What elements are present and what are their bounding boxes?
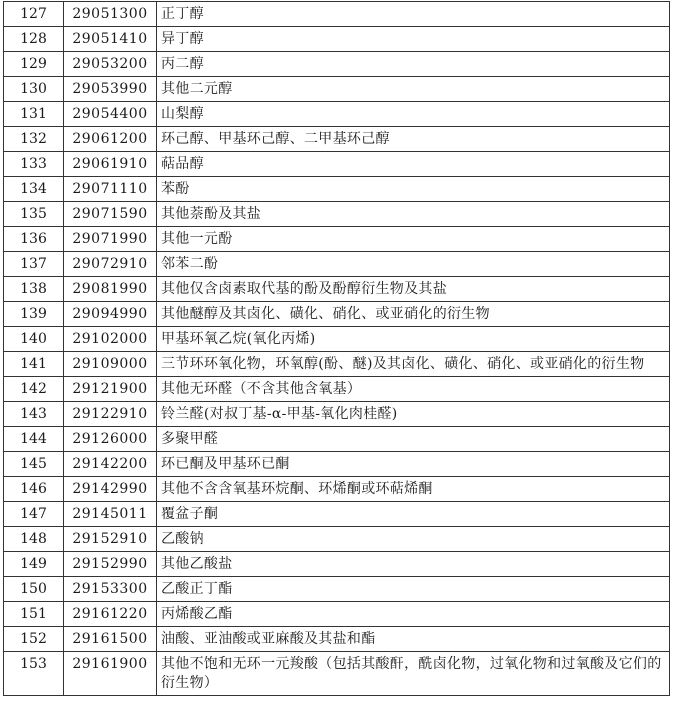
table-row: [4, 327, 670, 352]
table-row: [4, 377, 670, 402]
product-name-cell: 丙烯酸乙酯: [157, 602, 670, 627]
table-row: [4, 352, 670, 377]
table-row: [4, 202, 670, 227]
hs-code-cell: 29152910: [64, 527, 157, 552]
hs-code-cell: 29053200: [64, 52, 157, 77]
hs-code-cell: 29071990: [64, 227, 157, 252]
hs-code-cell: 29153300: [64, 577, 157, 602]
row-number-cell: 144: [4, 427, 64, 452]
row-number-cell: 127: [4, 2, 64, 27]
product-name-cell: 正丁醇: [157, 2, 670, 27]
row-number-cell: 129: [4, 52, 64, 77]
hs-code-cell: 29142200: [64, 452, 157, 477]
product-name-cell: 其他无环醛（不含其他含氧基）: [157, 377, 670, 402]
hs-code-cell: 29061200: [64, 127, 157, 152]
table-row: [4, 402, 670, 427]
product-name-cell: 其他仅含卤素取代基的酚及酚醇衍生物及其盐: [157, 277, 670, 302]
row-number-cell: 142: [4, 377, 64, 402]
table-row: [4, 177, 670, 202]
row-number-cell: 147: [4, 502, 64, 527]
table-row: [4, 2, 670, 27]
table-row: [4, 277, 670, 302]
product-name-cell: 其他不饱和无环一元羧酸（包括其酸酐，酰卤化物，过氧化物和过氧酸及它们的衍生物）: [157, 652, 670, 696]
product-name-cell: 油酸、亚油酸或亚麻酸及其盐和酯: [157, 627, 670, 652]
row-number-cell: 131: [4, 102, 64, 127]
hs-code-cell: 29161900: [64, 652, 157, 696]
table-row: [4, 127, 670, 152]
tariff-table: [3, 1, 670, 696]
row-number-cell: 151: [4, 602, 64, 627]
product-name-cell: 其他不含含氧基环烷酮、环烯酮或环萜烯酮: [157, 477, 670, 502]
product-name-cell: 苯酚: [157, 177, 670, 202]
product-name-cell: 甲基环氧乙烷(氧化丙烯): [157, 327, 670, 352]
hs-code-cell: 29161220: [64, 602, 157, 627]
hs-code-cell: 29071590: [64, 202, 157, 227]
product-name-cell: 其他一元酚: [157, 227, 670, 252]
row-number-cell: 148: [4, 527, 64, 552]
hs-code-cell: 29094990: [64, 302, 157, 327]
product-name-cell: 多聚甲醛: [157, 427, 670, 452]
product-name-cell: 其他醚醇及其卤化、磺化、硝化、或亚硝化的衍生物: [157, 302, 670, 327]
product-name-cell: 乙酸钠: [157, 527, 670, 552]
product-name-cell: 环己醇、甲基环己醇、二甲基环己醇: [157, 127, 670, 152]
row-number-cell: 150: [4, 577, 64, 602]
table-row: [4, 252, 670, 277]
hs-code-cell: 29152990: [64, 552, 157, 577]
hs-code-cell: 29054400: [64, 102, 157, 127]
table-row: [4, 477, 670, 502]
table-body: [4, 2, 670, 696]
product-name-cell: 三节环环氧化物，环氧醇(酚、醚)及其卤化、磺化、硝化、或亚硝化的衍生物: [157, 352, 670, 377]
hs-code-cell: 29053990: [64, 77, 157, 102]
row-number-cell: 152: [4, 627, 64, 652]
product-name-cell: 乙酸正丁酯: [157, 577, 670, 602]
hs-code-cell: 29121900: [64, 377, 157, 402]
table-row: [4, 577, 670, 602]
row-number-cell: 140: [4, 327, 64, 352]
hs-code-cell: 29072910: [64, 252, 157, 277]
product-name-cell: 其他萘酚及其盐: [157, 202, 670, 227]
hs-code-cell: 29081990: [64, 277, 157, 302]
row-number-cell: 143: [4, 402, 64, 427]
table-row: [4, 27, 670, 52]
product-name-cell: 环已酮及甲基环已酮: [157, 452, 670, 477]
product-name-cell: 其他二元醇: [157, 77, 670, 102]
table-row: [4, 77, 670, 102]
hs-code-cell: 29102000: [64, 327, 157, 352]
table-row: [4, 602, 670, 627]
product-name-cell: 丙二醇: [157, 52, 670, 77]
table-row: [4, 52, 670, 77]
row-number-cell: 149: [4, 552, 64, 577]
table-row: [4, 552, 670, 577]
row-number-cell: 139: [4, 302, 64, 327]
product-name-cell: 铃兰醛(对叔丁基-α-甲基-氧化肉桂醛): [157, 402, 670, 427]
product-name-cell: 覆盆子酮: [157, 502, 670, 527]
hs-code-cell: 29142990: [64, 477, 157, 502]
table-row: [4, 652, 670, 696]
hs-code-cell: 29061910: [64, 152, 157, 177]
table-row: [4, 627, 670, 652]
table-row: [4, 227, 670, 252]
row-number-cell: 135: [4, 202, 64, 227]
hs-code-cell: 29122910: [64, 402, 157, 427]
row-number-cell: 133: [4, 152, 64, 177]
product-name-cell: 萜品醇: [157, 152, 670, 177]
row-number-cell: 134: [4, 177, 64, 202]
row-number-cell: 137: [4, 252, 64, 277]
row-number-cell: 146: [4, 477, 64, 502]
table-row: [4, 302, 670, 327]
product-name-cell: 异丁醇: [157, 27, 670, 52]
hs-code-cell: 29126000: [64, 427, 157, 452]
row-number-cell: 141: [4, 352, 64, 377]
product-name-cell: 邻苯二酚: [157, 252, 670, 277]
product-name-cell: 其他乙酸盐: [157, 552, 670, 577]
row-number-cell: 132: [4, 127, 64, 152]
hs-code-cell: 29109000: [64, 352, 157, 377]
table-row: [4, 152, 670, 177]
row-number-cell: 138: [4, 277, 64, 302]
row-number-cell: 153: [4, 652, 64, 696]
product-name-cell: 山梨醇: [157, 102, 670, 127]
hs-code-cell: 29145011: [64, 502, 157, 527]
row-number-cell: 130: [4, 77, 64, 102]
table-row: [4, 527, 670, 552]
row-number-cell: 128: [4, 27, 64, 52]
table-row: [4, 452, 670, 477]
hs-code-cell: 29161500: [64, 627, 157, 652]
hs-code-cell: 29051300: [64, 2, 157, 27]
row-number-cell: 145: [4, 452, 64, 477]
row-number-cell: 136: [4, 227, 64, 252]
hs-code-cell: 29071110: [64, 177, 157, 202]
table-row: [4, 502, 670, 527]
table-row: [4, 427, 670, 452]
hs-code-cell: 29051410: [64, 27, 157, 52]
table-row: [4, 102, 670, 127]
